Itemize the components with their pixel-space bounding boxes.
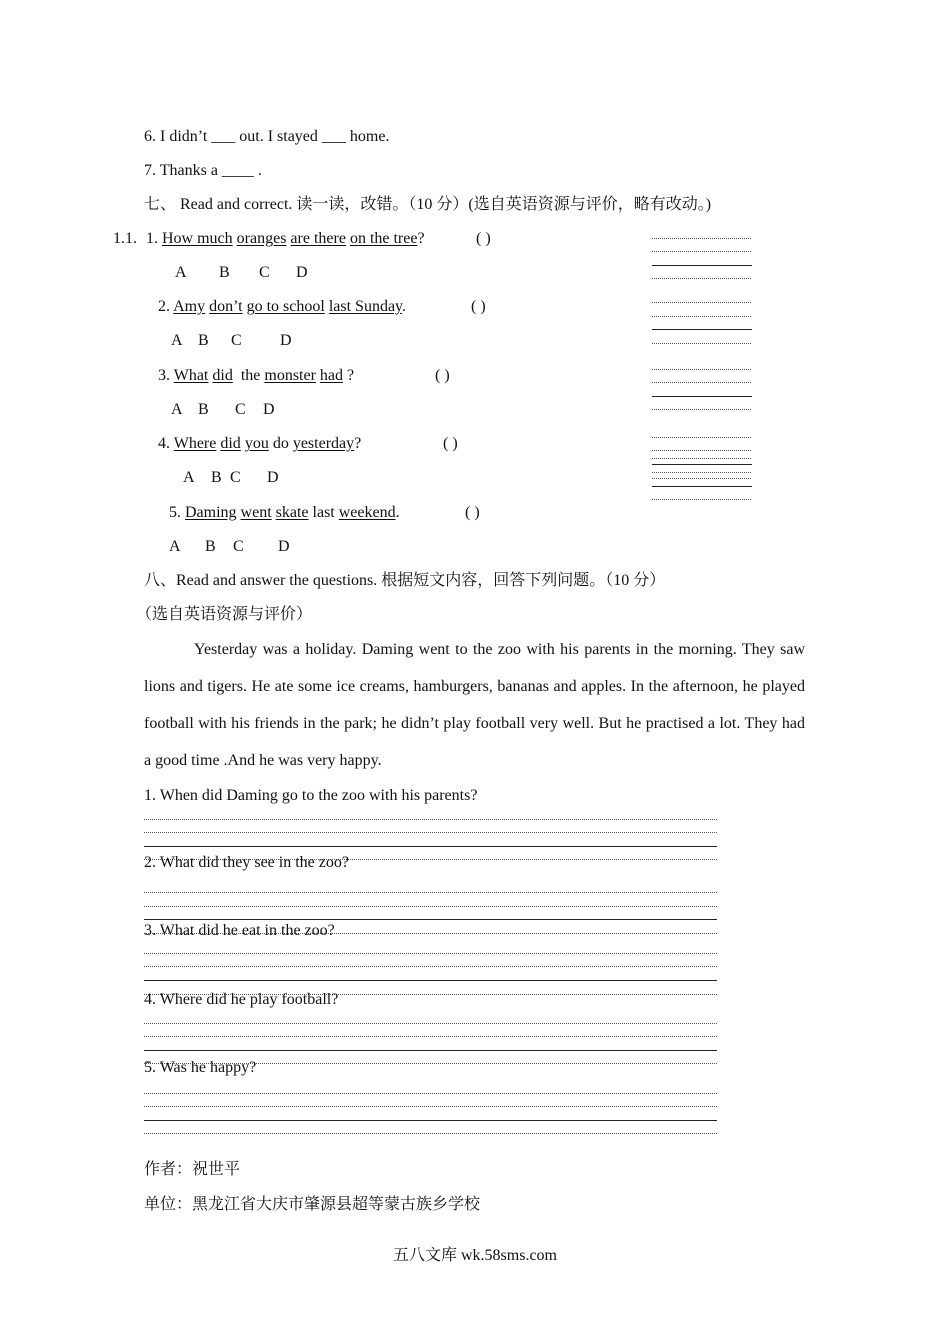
option-d: D [280,332,292,349]
underlined-segment: weekend [338,504,396,521]
option-a: A [175,264,187,281]
option-d: D [296,264,308,281]
sentence-text: ? [354,435,362,452]
writing-line [144,1036,717,1037]
writing-baseline [144,980,717,981]
option-b: B [219,264,230,281]
reading-passage [144,631,805,779]
section-7-heading: 七、 Read and correct. 读一读，改错。（10 分）(选自英语资源与评价，略有改动。) [144,196,712,213]
section-8-source: （选自英语资源与评价） [136,606,313,623]
underlined-segment: oranges [236,230,287,247]
item-sentence [162,230,425,247]
option-b: B [198,332,209,349]
correct-item-5 [169,503,400,523]
writing-line [652,450,751,451]
writing-line [144,832,717,833]
writing-baseline [144,919,717,920]
writing-baseline [144,1120,717,1121]
correct-item-2 [158,297,406,317]
underlined-segment: went [240,504,272,521]
underlined-segment: monster [264,367,316,384]
footer-watermark: 五八文库 wk.58sms.com [392,1247,557,1264]
underlined-segment: are there [290,230,346,247]
writing-baseline [144,1050,717,1051]
author-line: 作者：祝世平 [144,1161,241,1178]
writing-line [652,343,751,344]
option-b: B [198,401,209,418]
writing-baseline [652,265,752,266]
answer-bracket-3[interactable]: ( ) [435,367,450,384]
option-a: A [171,332,183,349]
passage-text: Yesterday was a holiday. Daming went to the zoo with his parents in the morning. They saw lions and tigers. He ate some ice creams, hamburgers, bananas and apples. In the afternoon, he played football with his friends in the park; he didn’t play football very well. But he practised a lot. They had a good time .And he was very happy. [144,641,805,769]
sentence-text: the [232,367,265,384]
option-d: D [267,469,279,486]
underlined-segment: on the tree [349,230,418,247]
underlined-segment: did [220,435,241,452]
underlined-segment: did [212,367,233,384]
option-c: C [230,469,241,486]
correct-item-4 [158,434,361,454]
writing-line [652,369,751,370]
writing-baseline [652,464,752,465]
underlined-segment: you [244,435,269,452]
option-a: A [171,401,183,418]
option-d: D [263,401,275,418]
question-6: 6. I didn’t ___ out. I stayed ___ home. [144,128,390,145]
underlined-segment: last Sunday [328,298,403,315]
writing-line [652,251,751,252]
item-number: 5. [169,504,181,521]
correct-item-3 [158,366,354,386]
writing-baseline [652,329,752,330]
section-8-heading: 八、Read and answer the questions. 根据短文内容，回答下列问题。（10 分） [144,572,666,589]
item-sentence [173,298,406,315]
option-b: B [211,469,222,486]
writing-baseline [144,846,717,847]
option-a: A [183,469,195,486]
underlined-segment: had [319,367,344,384]
writing-line [144,892,717,893]
writing-line [652,472,751,473]
underlined-segment: don’t [209,298,243,315]
answer-bracket-1[interactable]: ( ) [476,230,491,247]
underlined-segment: How much [162,230,233,247]
writing-line [652,499,751,500]
underlined-segment: yesterday [292,435,355,452]
writing-line [144,819,717,820]
writing-line [652,458,751,459]
underlined-segment: Amy [173,298,206,315]
reading-question-2: 2. What did they see in the zoo? [144,854,349,871]
reading-question-3: 3. What did he eat in the zoo? [144,922,335,939]
item-number: 2. [158,298,170,315]
writing-line [144,906,717,907]
item-sentence [174,367,354,384]
option-c: C [231,332,242,349]
option-c: C [235,401,246,418]
sentence-text: ? [343,367,355,384]
item-number: 3. [158,367,170,384]
writing-line [652,238,751,239]
item-prefix: 1.1. [113,230,137,247]
reading-question-5: 5. Was he happy? [144,1059,257,1076]
item-number: 1. [146,230,158,247]
writing-line [652,409,751,410]
sentence-text: . [402,298,407,315]
writing-line [144,1133,717,1134]
sentence-text: ? [417,230,425,247]
writing-baseline [652,396,752,397]
option-c: C [233,538,244,555]
writing-line [144,966,717,967]
writing-line [144,953,717,954]
writing-line [652,382,751,383]
option-d: D [278,538,290,555]
underlined-segment: Daming [185,504,237,521]
underlined-segment: Where [173,435,217,452]
unit-line: 单位：黑龙江省大庆市肇源县超等蒙古族乡学校 [144,1196,481,1213]
reading-question-4: 4. Where did he play football? [144,991,339,1008]
reading-question-1: 1. When did Daming go to the zoo with his parents? [144,787,478,804]
answer-bracket-2[interactable]: ( ) [471,298,486,315]
writing-line [652,437,751,438]
option-a: A [169,538,181,555]
writing-line [144,1023,717,1024]
item-sentence [185,504,400,521]
writing-line [652,302,751,303]
underlined-segment: skate [275,504,309,521]
underlined-segment: What [173,367,209,384]
writing-line [652,478,751,479]
writing-line [144,1106,717,1107]
answer-bracket-5[interactable]: ( ) [465,504,480,521]
writing-line [652,278,751,279]
writing-line [144,1093,717,1094]
sentence-text: . [395,504,400,521]
sentence-text: do [268,435,293,452]
writing-baseline [652,486,752,487]
answer-bracket-4[interactable]: ( ) [443,435,458,452]
underlined-segment: go to school [246,298,325,315]
item-number: 4. [158,435,170,452]
correct-item-1 [146,229,425,249]
item-sentence [174,435,362,452]
writing-line [652,316,751,317]
option-c: C [259,264,270,281]
option-b: B [205,538,216,555]
question-7: 7. Thanks a ____ . [144,162,262,179]
sentence-text: last [308,504,339,521]
